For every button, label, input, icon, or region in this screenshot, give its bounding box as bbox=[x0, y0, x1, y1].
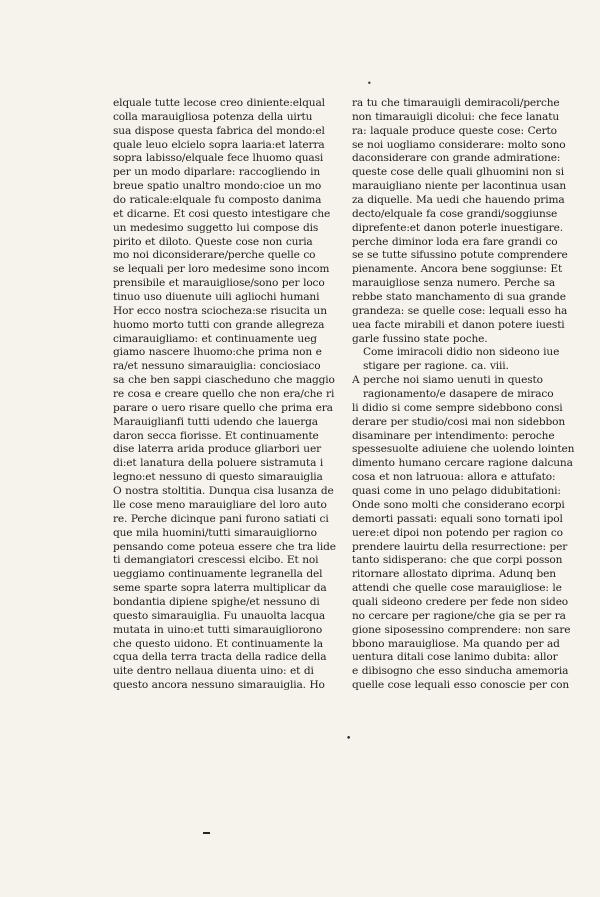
text-line: ritornare allostato diprima. Adunq ben bbox=[352, 568, 556, 581]
text-line: demorti passati: equali sono tornati ipol bbox=[352, 512, 563, 525]
text-line: daconsiderare con grande admiratione: bbox=[352, 152, 561, 165]
text-line: pensando come poteua essere che tra lide bbox=[113, 540, 336, 553]
text-line: sopra labisso/elquale fece lhuomo quasi bbox=[113, 152, 324, 165]
text-line: colla marauigliosa potenza della uirtu bbox=[113, 110, 313, 123]
text-line: quale leuo elcielo sopra laaria:et laterra bbox=[113, 138, 325, 151]
text-line: dise laterra arida produce gliarbori uer bbox=[113, 443, 321, 456]
text-line: ra/et nessuno simarauiglia: conciosiaco bbox=[113, 360, 321, 373]
text-line: sa che ben sappi ciascheduno che maggio bbox=[113, 374, 335, 387]
text-line: legno:et nessuno di questo simarauiglia bbox=[113, 471, 323, 484]
text-line: tinuo uso diuenute uili agliochi humani bbox=[113, 291, 320, 304]
text-line: spessesuolte adiuiene che uolendo lointen bbox=[352, 443, 575, 456]
text-line: Hor ecco nostra sciocheza:se risucita un bbox=[113, 304, 327, 317]
text-line: derare per studio/cosi mai non sidebbon bbox=[352, 415, 566, 428]
text-line: questo simarauiglia. Fu unauolta lacqua bbox=[113, 609, 326, 622]
text-line: ti demangiatori crescessi elcibo. Et noi bbox=[113, 554, 319, 567]
text-line: breue spatio unaltro mondo:cioe un mo bbox=[113, 180, 322, 193]
margin-mark: • bbox=[346, 734, 352, 744]
text-line: dimento humano cercare ragione dalcuna bbox=[352, 457, 573, 470]
text-line: ragionamento/e dasapere de miraco bbox=[363, 388, 554, 401]
text-line: attendi che quelle cose marauigliose: le bbox=[352, 582, 562, 595]
text-line: sua dispose questa fabrica del mondo:el bbox=[113, 124, 325, 137]
text-line: prendere lauirtu della resurrectione: per bbox=[352, 540, 568, 553]
text-line: quelle cose lequali esso conoscie per con bbox=[352, 679, 570, 692]
text-line: za diquelle. Ma uedi che hauendo prima bbox=[352, 194, 565, 207]
text-line: diprefente:et danon poterle inuestigare. bbox=[352, 221, 563, 234]
text-line: gione siposessino comprendere: non sare bbox=[352, 623, 571, 636]
text-line: mutata in uino:et tutti simarauigliorono bbox=[113, 623, 323, 636]
text-line: rebbe stato manchamento di sua grande bbox=[352, 291, 566, 304]
text-line: cimarauigliamo: et continuamente ueg bbox=[113, 332, 317, 345]
text-line: grandeza: se quelle cose: lequali esso ha bbox=[352, 304, 568, 317]
text-line: ra: laquale produce queste cose: Certo bbox=[352, 124, 557, 137]
text-line: marauigliano niente per lacontinua usan bbox=[352, 180, 567, 193]
text-line: mo noi diconsiderare/perche quelle co bbox=[113, 249, 316, 262]
text-line: stigare per ragione. ca. viii. bbox=[363, 360, 509, 373]
text-line: et dicarne. Et cosi questo intestigare che bbox=[113, 207, 331, 220]
text-line: se noi uogliamo considerare: molto sono bbox=[352, 138, 566, 151]
text-line: se lequali per loro medesime sono incom bbox=[113, 263, 330, 276]
text-line: seme sparte sopra laterra multiplicar da bbox=[113, 582, 327, 595]
text-line: lle cose meno marauigliare del loro auto bbox=[113, 498, 327, 511]
text-line: prensibile et marauigliose/sono per loco bbox=[113, 277, 325, 290]
text-line: que mila huomini/tutti simarauigliorno bbox=[113, 526, 317, 539]
right-text-column bbox=[352, 97, 576, 693]
text-line: e dibisogno che esso sinducha amemoria bbox=[352, 665, 569, 678]
text-line: re cosa e creare quello che non era/che ri bbox=[113, 388, 335, 401]
text-line: marauigliose senza numero. Perche sa bbox=[352, 277, 556, 290]
text-line: Onde sono molti che considerano ecorpi bbox=[352, 498, 565, 511]
text-line: bondantia dipiene spighe/et nessuno di bbox=[113, 595, 320, 608]
text-line: uere:et dipoi non potendo per ragion co bbox=[352, 526, 563, 539]
text-line: ueggiamo continuamente legranella del bbox=[113, 568, 323, 581]
text-line: li didio si come sempre sidebbono consi bbox=[352, 401, 563, 414]
text-line: O nostra stoltitia. Dunqua cisa lusanza de bbox=[113, 485, 334, 498]
text-line: giamo nascere lhuomo:che prima non e bbox=[113, 346, 322, 359]
text-line: garle fussino state poche. bbox=[352, 332, 488, 345]
text-line: do raticale:elquale fu composto danima bbox=[113, 194, 322, 207]
text-line: Marauiglianfi tutti udendo che lauerga bbox=[113, 415, 318, 428]
text-line: di:et lanatura della poluere sistramuta i bbox=[113, 457, 324, 470]
bottom-rule bbox=[203, 832, 210, 834]
text-line: questo ancora nessuno simarauiglia. Ho bbox=[113, 679, 325, 692]
text-line: perche diminor loda era fare grandi co bbox=[352, 235, 558, 248]
text-line: elquale tutte lecose creo diniente:elqual bbox=[113, 97, 325, 109]
text-line: pirito et diloto. Queste cose non curia bbox=[113, 235, 313, 248]
text-line: se se tutte sifussino potute comprendere bbox=[352, 249, 568, 262]
text-line: Come imiracoli didio non sideono iue bbox=[363, 346, 560, 359]
text-line: cqua della terra tracta della radice della bbox=[113, 651, 327, 664]
text-line: daron secca fiorisse. Et continuamente bbox=[113, 429, 319, 442]
text-line: queste cose delle quali glhuomini non si bbox=[352, 166, 564, 179]
text-line: che questo uidono. Et continuamente la bbox=[113, 637, 323, 650]
text-line: disaminare per intendimento: peroche bbox=[352, 429, 555, 442]
text-line: quasi come in uno pelago didubitationi: bbox=[352, 485, 561, 498]
text-line: parare o uero risare quello che prima era bbox=[113, 401, 333, 414]
text-line: pienamente. Ancora bene soggiunse: Et bbox=[352, 263, 563, 276]
text-line: decto/elquale fa cose grandi/soggiunse bbox=[352, 207, 558, 220]
paragraph-mark: • bbox=[367, 79, 372, 88]
text-line: no cercare per ragione/che gia se per ra bbox=[352, 609, 566, 622]
text-line: uentura ditali cose lanimo dubita: allor bbox=[352, 651, 558, 664]
text-line: un medesimo suggetto lui compose dis bbox=[113, 221, 319, 234]
text-line: cosa et non latruoua: allora e attufato: bbox=[352, 471, 556, 484]
text-line: bbono marauigliose. Ma quando per ad bbox=[352, 637, 560, 650]
text-line: tanto sidisperano: che que corpi posson bbox=[352, 554, 563, 567]
left-text-column bbox=[113, 97, 335, 693]
text-line: uite dentro nellaua diuenta uino: et di bbox=[113, 665, 314, 678]
text-line: non timarauigli dicolui: che fece lanatu bbox=[352, 110, 560, 123]
text-line: ra tu che timarauigli demiracoli/perche bbox=[352, 97, 560, 109]
text-line: per un modo diparlare: raccogliendo in bbox=[113, 166, 321, 179]
text-line: A perche noi siamo uenuti in questo bbox=[352, 374, 543, 387]
text-line: uea facte mirabili et danon potere iuesti bbox=[352, 318, 565, 331]
text-line: huomo morto tutti con grande allegreza bbox=[113, 318, 325, 331]
text-line: quali sideono credere per fede non sideo bbox=[352, 595, 569, 608]
text-line: re. Perche dicinque pani furono satiati ci bbox=[113, 512, 329, 525]
